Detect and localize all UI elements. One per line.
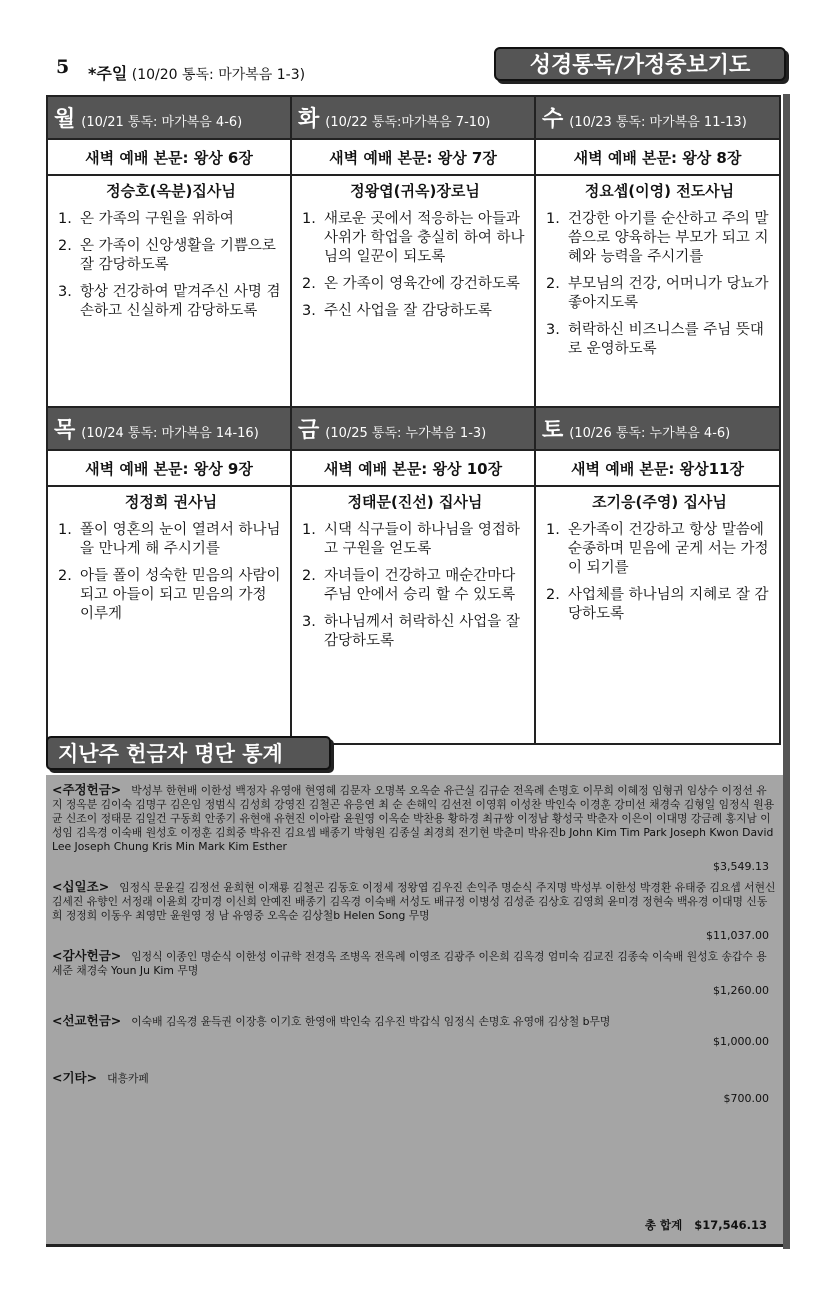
sunday-reading [88, 61, 305, 84]
prayer-item-text: 온 가족의 구원을 위하여 [80, 211, 234, 227]
dawn-text-wed: 새벽 예배 본문: 왕상 8장 [535, 139, 780, 175]
dawn-text-mon: 새벽 예배 본문: 왕상 6장 [47, 139, 291, 175]
prayer-item-text: 주신 사업을 잘 감당하도록 [324, 303, 492, 319]
offering-section-title: 지난주 헌금자 명단 통계 [46, 736, 331, 770]
weekly-prayer-table [46, 95, 781, 745]
prayer-item [302, 275, 528, 294]
prayer-list [302, 521, 528, 651]
prayer-list [302, 210, 528, 321]
prayer-item-number: 1. [302, 522, 316, 538]
day-header-thu: 목 (10/24 통독: 마가복음 14-16) [47, 407, 291, 450]
prayer-item [58, 567, 284, 624]
offering-label: <주정헌금> [52, 782, 122, 797]
prayer-item [302, 210, 528, 267]
prayer-item-text: 건강한 아기를 순산하고 주의 말씀으로 양육하는 부모가 되고 지혜와 능력을 주시기를 [568, 211, 769, 265]
family-name: 정요셉(이영) 전도사님 [584, 182, 735, 200]
prayer-item-text: 허락하신 비즈니스를 주님 뜻대로 운영하도록 [568, 322, 764, 357]
offering-amount: $1,000.00 [713, 1035, 769, 1048]
offering-donors: 대흥카페 [107, 1072, 149, 1085]
offering-amount: $3,549.13 [713, 860, 769, 873]
sunday-reading-text: (10/20 통독: 마가복음 1-3) [131, 67, 306, 83]
prayer-item-number: 3. [302, 614, 316, 630]
prayer-cell-tue [291, 175, 535, 407]
prayer-item-text: 항상 건강하여 맡겨주신 사명 겸손하고 신실하게 감당하도록 [80, 284, 281, 319]
dawn-text-tue: 새벽 예배 본문: 왕상 7장 [291, 139, 535, 175]
offering-group [52, 783, 777, 874]
prayer-cell-mon [47, 175, 291, 407]
offering-box [46, 775, 783, 1247]
prayer-item [58, 210, 284, 229]
offering-donors: 이숙배 김옥경 윤득권 이장흥 이기호 한영애 박인숙 김우진 박갑식 임정식 손명호 유영애 김상철 b무명 [131, 1015, 611, 1028]
prayer-cell-fri [291, 486, 535, 744]
offering-group [52, 880, 777, 943]
offering-amount: $700.00 [723, 1092, 769, 1105]
family-name: 정승호(옥분)집사님 [106, 182, 236, 200]
family-name: 정정희 권사님 [124, 493, 218, 511]
family-name: 정왕엽(귀옥)장로님 [350, 182, 480, 200]
prayer-item [302, 302, 528, 321]
prayer-item [302, 521, 528, 559]
prayer-item-number: 2. [546, 587, 560, 603]
prayer-item-text: 폴이 영혼의 눈이 열려서 하나님을 만나게 해 주시기를 [80, 522, 281, 557]
offering-label: <감사헌금> [52, 948, 122, 963]
side-decoration-bar [783, 94, 790, 1249]
prayer-item [58, 237, 284, 275]
prayer-item-number: 2. [58, 568, 72, 584]
prayer-item-text: 온가족이 건강하고 항상 말씀에 순종하며 믿음에 굳게 서는 가정이 되기를 [568, 522, 769, 576]
offering-group [52, 1071, 777, 1106]
family-name: 조기응(주영) 집사님 [592, 493, 727, 511]
day-header-mon: 월 (10/21 통독: 마가복음 4-6) [47, 96, 291, 139]
offering-groups [52, 783, 777, 1106]
prayer-item-text: 하나님께서 허락하신 사업을 잘 감당하도록 [324, 614, 520, 649]
prayer-item-text: 자녀들이 건강하고 매순간마다 주님 안에서 승리 할 수 있도록 [324, 568, 516, 603]
day-header-sat: 토 (10/26 통독: 누가복음 4-6) [535, 407, 780, 450]
prayer-cell-sat [535, 486, 780, 744]
prayer-item-number: 1. [546, 211, 560, 227]
family-name: 정태문(진선) 집사님 [347, 493, 483, 511]
prayer-item-number: 3. [58, 284, 72, 300]
prayer-item-text: 아들 폴이 성숙한 믿음의 사람이 되고 아들이 되고 믿음의 가정 이루게 [80, 568, 281, 622]
section-title: 성경통독/가정중보기도 [494, 47, 786, 81]
day-header-tue: 화 (10/22 통독:마가복음 7-10) [291, 96, 535, 139]
prayer-item [546, 521, 773, 578]
prayer-item-number: 2. [302, 568, 316, 584]
offering-total [633, 1218, 767, 1232]
prayer-item-number: 3. [546, 322, 560, 338]
dawn-text-sat: 새벽 예배 본문: 왕상11장 [535, 450, 780, 486]
offering-donors: 박성부 한현배 이한성 백정자 유영애 현영혜 김문자 오명복 오옥순 유근실 김규순 전옥례 손명호 이무희 이혜정 임형귀 임상수 이정선 유 지 정옥분 김이숙 김명구 김은임 정범식 김성희 강영진 김철곤 유응연 최 순 손해익 김선전 이영휘 이성찬 박인숙 이경훈 강미선 채경숙 김형일 임정식 원용균 신조이 정태문 김일건 구동희 안종기 유현애 유현진 이아람 윤원영 이옥순 박찬용 황하경 최규쌍 이정남 황성국 박춘자 이은이 이대명 강금례 홍지남 이성임 김옥경 이숙배 원성호 이정훈 김희중 박유진 김요셉 배종기 박형원 김종실 최경희 전기현 박춘미 박유진b John Kim Tim Park Joseph Kwon David Lee Joseph Chung Kris Min Mark Kim Esther [52, 784, 775, 853]
prayer-list [58, 521, 284, 624]
prayer-item-number: 3. [302, 303, 316, 319]
prayer-item [58, 283, 284, 321]
offering-label: <기타> [52, 1070, 98, 1085]
offering-names [52, 1014, 777, 1029]
prayer-item-number: 1. [58, 211, 72, 227]
prayer-item-number: 2. [546, 276, 560, 292]
prayer-list [546, 521, 773, 624]
prayer-item-text: 온 가족이 신앙생활을 기쁨으로 잘 감당하도록 [80, 238, 276, 273]
prayer-item-number: 1. [302, 211, 316, 227]
offering-amount: $11,037.00 [706, 929, 769, 942]
offering-names [52, 783, 777, 854]
prayer-item-text: 사업체를 하나님의 지혜로 잘 감당하도록 [568, 587, 769, 622]
offering-names [52, 1071, 777, 1086]
prayer-cell-wed [535, 175, 780, 407]
prayer-item-text: 온 가족이 영육간에 강건하도록 [324, 276, 520, 292]
offering-names [52, 949, 777, 978]
prayer-item-text: 부모님의 건강, 어머니가 당뇨가 좋아지도록 [568, 276, 769, 311]
offering-group [52, 949, 777, 998]
offering-donors: 임정식 문윤길 김정선 윤희현 이재룡 김철곤 김동호 이정세 정왕엽 김우진 손익주 명순식 주지명 박성부 이한성 박경환 유태중 김요셉 서현신 김세진 유향인 서정래 이윤희 강미경 이신희 안예진 배종기 김옥경 이숙배 서성도 배규정 이병성 김성준 김상호 김영희 윤미경 정현숙 백유경 이대명 신동희 정정희 이동우 최영만 윤원영 정 남 유영중 오옥순 김상철b Helen Song 무명 [52, 881, 776, 922]
prayer-item-number: 2. [302, 276, 316, 292]
prayer-item [546, 210, 773, 267]
page-number: 5 [56, 56, 70, 78]
day-header-fri: 금 (10/25 통독: 누가복음 1-3) [291, 407, 535, 450]
total-amount: $17,546.13 [694, 1218, 767, 1232]
offering-group [52, 1014, 777, 1049]
offering-donors: 임정식 이종인 명순식 이한성 이규학 전경옥 조병옥 전옥례 이영조 김광주 이은희 김옥경 엄미숙 김교진 김종숙 이숙배 원성호 송갑수 용세준 채경숙 Youn Ju Kim 무명 [52, 950, 767, 977]
dawn-text-fri: 새벽 예배 본문: 왕상 10장 [291, 450, 535, 486]
prayer-item-number: 2. [58, 238, 72, 254]
prayer-item [58, 521, 284, 559]
prayer-list [546, 210, 773, 359]
prayer-item-number: 1. [58, 522, 72, 538]
offering-amount: $1,260.00 [713, 984, 769, 997]
prayer-item [546, 275, 773, 313]
day-header-wed: 수 (10/23 통독: 마가복음 11-13) [535, 96, 780, 139]
prayer-item [302, 567, 528, 605]
prayer-item [546, 321, 773, 359]
offering-names [52, 880, 777, 923]
prayer-item [302, 613, 528, 651]
prayer-item [546, 586, 773, 624]
prayer-list [58, 210, 284, 321]
offering-label: <십일조> [52, 879, 110, 894]
prayer-item-text: 새로운 곳에서 적응하는 아들과 사위가 학업을 충실히 하여 하나님의 일꾼이 되도록 [324, 211, 525, 265]
total-label: 총 합계 [644, 1218, 683, 1232]
prayer-item-text: 시댁 식구들이 하나님을 영접하고 구원을 얻도록 [324, 522, 520, 557]
sunday-label: *주일 [88, 64, 128, 83]
prayer-item-number: 1. [546, 522, 560, 538]
offering-label: <선교헌금> [52, 1013, 122, 1028]
prayer-cell-thu [47, 486, 291, 744]
dawn-text-thu: 새벽 예배 본문: 왕상 9장 [47, 450, 291, 486]
